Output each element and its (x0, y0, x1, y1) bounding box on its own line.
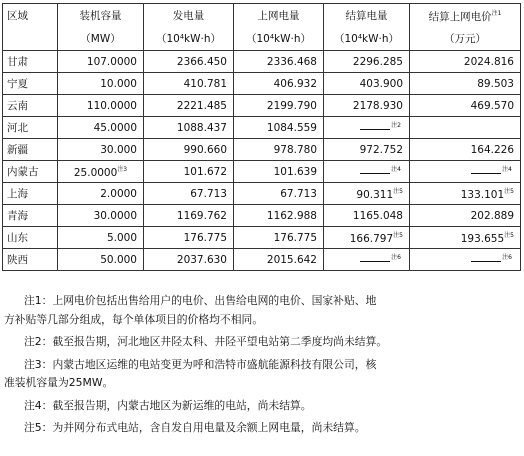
cell-capacity-value: 50.000 (100, 253, 137, 266)
cell-capacity (58, 227, 144, 249)
cell-capacity-value: 107.0000 (86, 55, 137, 68)
cell-capacity (58, 205, 144, 227)
cell-region-value: 上海 (7, 188, 28, 200)
cell-settle (324, 161, 410, 183)
cell-grid (234, 139, 324, 161)
cell-grid (234, 51, 324, 73)
cell-capacity (58, 161, 144, 183)
header-price-unit: （万元） (410, 28, 521, 51)
header-grid-unit: （10⁴kW·h） (234, 28, 324, 51)
header-region-unit (3, 28, 58, 51)
note-2: 注2：截至报告期，河北地区井陉太科、井陉平望电站第二季度均尚未结算。 (24, 335, 388, 348)
cell-generation-value: 67.713 (190, 187, 227, 200)
header-generation: 发电量 (144, 4, 234, 28)
dash-placeholder (471, 261, 501, 262)
cell-settle (324, 73, 410, 95)
cell-settle-value: 90.311 (356, 189, 394, 201)
cell-settle (324, 205, 410, 227)
cell-generation (144, 161, 234, 183)
cell-price (410, 73, 521, 95)
cell-region (3, 139, 58, 161)
cell-settle-value: 1165.048 (352, 209, 403, 222)
cell-generation-value: 990.660 (183, 143, 227, 156)
cell-price-value: 2024.816 (463, 55, 514, 68)
footnote-mark: 注1 (491, 9, 502, 17)
cell-region-value: 甘肃 (7, 56, 28, 68)
cell-price-value: 469.570 (470, 99, 514, 112)
cell-price (410, 51, 521, 73)
footnote-mark: 注4 (502, 166, 512, 173)
cell-region-value: 宁夏 (7, 78, 28, 90)
footnote-mark: 注5 (393, 188, 403, 195)
cell-settle-value: 2178.930 (352, 99, 403, 112)
cell-generation-value: 1088.437 (176, 121, 227, 134)
cell-region (3, 183, 58, 205)
cell-capacity (58, 95, 144, 117)
cell-grid (234, 95, 324, 117)
footnotes (4, 292, 518, 438)
cell-price (410, 183, 521, 205)
cell-grid-value: 406.932 (273, 77, 317, 90)
cell-settle (324, 183, 410, 205)
cell-grid-value: 67.713 (280, 187, 317, 200)
dash-placeholder (471, 173, 501, 174)
table-header-row (3, 4, 521, 28)
dash-placeholder (360, 261, 390, 262)
cell-grid (234, 249, 324, 271)
cell-region-value: 新疆 (7, 144, 28, 156)
cell-price (410, 161, 521, 183)
header-settle-unit: （10⁴kW·h） (324, 28, 410, 51)
table-row (3, 183, 521, 205)
cell-price-value: 89.503 (477, 77, 514, 90)
cell-settle-value: 2296.285 (352, 55, 403, 68)
cell-generation-value: 176.775 (183, 231, 227, 244)
cell-capacity (58, 139, 144, 161)
footnote-mark: 注5 (393, 232, 403, 239)
footnote-mark: 注6 (391, 254, 401, 261)
cell-generation (144, 249, 234, 271)
cell-grid-value: 2015.642 (266, 253, 317, 266)
note-4: 注4：截至报告期，内蒙古地区为新运维的电站，尚未结算。 (24, 398, 312, 412)
cell-price-value: 133.101 (460, 189, 505, 201)
cell-grid-value: 1162.988 (266, 209, 317, 222)
table-row (3, 73, 521, 95)
dash-placeholder (360, 173, 390, 174)
cell-price (410, 249, 521, 271)
header-capacity-unit: （MW） (58, 28, 144, 51)
cell-price (410, 205, 521, 227)
cell-settle (324, 95, 410, 117)
table-row (3, 161, 521, 183)
cell-region (3, 249, 58, 271)
cell-generation-value: 2037.630 (176, 253, 227, 266)
cell-price-value: 164.226 (470, 143, 514, 156)
power-generation-table (2, 3, 521, 271)
cell-capacity-value: 30.000 (100, 143, 137, 156)
cell-region-value: 河北 (7, 122, 28, 134)
table-row (3, 51, 521, 73)
cell-settle (324, 249, 410, 271)
cell-generation-value: 2366.450 (176, 55, 227, 68)
cell-capacity-value: 45.0000 (93, 121, 137, 134)
cell-capacity (58, 183, 144, 205)
footnote-mark: 注3 (117, 166, 128, 173)
cell-generation (144, 51, 234, 73)
cell-grid-value: 101.639 (273, 165, 317, 178)
cell-grid (234, 227, 324, 249)
cell-settle-value: 972.752 (359, 143, 403, 156)
cell-region-value: 青海 (7, 210, 28, 222)
cell-generation (144, 73, 234, 95)
cell-price (410, 139, 521, 161)
cell-region (3, 161, 58, 183)
table-row (3, 205, 521, 227)
cell-region-value: 山东 (7, 232, 28, 244)
cell-capacity (58, 117, 144, 139)
cell-generation (144, 183, 234, 205)
header-price: 结算上网电价$^{注1}$ (410, 4, 521, 28)
cell-region (3, 95, 58, 117)
cell-region (3, 51, 58, 73)
cell-region (3, 117, 58, 139)
note-3: 注3：内蒙古地区运维的电站变更为呼和浩特市盛航能源科技有限公司，核 (24, 357, 377, 371)
cell-grid-value: 2199.790 (266, 99, 317, 112)
note-5: 注5：为并网分布式电站，含自发自用电量及余额上网电量，尚未结算。 (24, 421, 366, 434)
cell-capacity (58, 51, 144, 73)
table-row (3, 249, 521, 271)
cell-region (3, 205, 58, 227)
cell-capacity-value: 25.0000 (73, 167, 118, 179)
cell-settle (324, 117, 410, 139)
cell-settle (324, 139, 410, 161)
cell-generation (144, 139, 234, 161)
cell-settle (324, 227, 410, 249)
cell-price (410, 227, 521, 249)
note-1: 注1：上网电价包括出售给用户的电价、出售给电网的电价、国家补贴、地 (24, 294, 377, 307)
cell-generation (144, 117, 234, 139)
cell-capacity-value: 30.0000 (93, 209, 137, 222)
dash-placeholder (360, 129, 390, 130)
cell-capacity (58, 73, 144, 95)
cell-price-value: 193.655 (460, 233, 505, 245)
cell-generation-value: 101.672 (183, 165, 227, 178)
cell-grid-value: 176.775 (273, 231, 317, 244)
cell-grid (234, 117, 324, 139)
header-capacity: 装机容量 (58, 4, 144, 28)
cell-capacity-value: 110.0000 (86, 99, 137, 112)
header-settle: 结算电量 (324, 4, 410, 28)
footnote-mark: 注4 (391, 166, 401, 173)
cell-grid-value: 978.780 (273, 143, 317, 156)
footnote-mark: 注5 (504, 232, 514, 239)
table-row (3, 139, 521, 161)
header-generation-unit: （10⁴kW·h） (144, 28, 234, 51)
cell-generation-value: 410.781 (183, 77, 227, 90)
note-1-continued: 方补贴等几部分组成，每个单体项目的价格均不相同。 (4, 312, 264, 326)
cell-settle-value: 403.900 (359, 77, 403, 90)
cell-price (410, 95, 521, 117)
header-region: 区域 (3, 4, 58, 28)
cell-settle-value: 166.797 (349, 233, 394, 245)
cell-grid-value: 1084.559 (266, 121, 317, 134)
cell-capacity (58, 249, 144, 271)
table-row (3, 117, 521, 139)
footnote-mark: 注5 (504, 188, 514, 195)
cell-price-value: 202.889 (470, 209, 514, 222)
table-row (3, 95, 521, 117)
cell-grid-value: 2336.468 (266, 55, 317, 68)
cell-region (3, 227, 58, 249)
cell-generation-value: 2221.485 (176, 99, 227, 112)
cell-capacity-value: 10.000 (100, 77, 137, 90)
table-header-unit-row (3, 28, 521, 51)
cell-price (410, 117, 521, 139)
cell-capacity-value: 2.0000 (100, 187, 137, 200)
cell-grid (234, 161, 324, 183)
cell-generation (144, 95, 234, 117)
cell-grid (234, 73, 324, 95)
cell-generation (144, 205, 234, 227)
cell-region (3, 73, 58, 95)
cell-region-value: 陕西 (7, 254, 28, 266)
table-row (3, 227, 521, 249)
cell-grid (234, 183, 324, 205)
cell-region-value: 内蒙古 (7, 166, 39, 178)
note-3-continued: 准装机容量为25MW。 (4, 376, 114, 389)
cell-generation-value: 1169.762 (176, 209, 227, 222)
header-grid: 上网电量 (234, 4, 324, 28)
cell-region-value: 云南 (7, 100, 28, 112)
footnote-mark: 注6 (502, 254, 512, 261)
cell-settle (324, 51, 410, 73)
footnote-mark: 注2 (391, 122, 401, 129)
cell-capacity-value: 5.000 (106, 231, 137, 244)
cell-generation (144, 227, 234, 249)
cell-grid (234, 205, 324, 227)
